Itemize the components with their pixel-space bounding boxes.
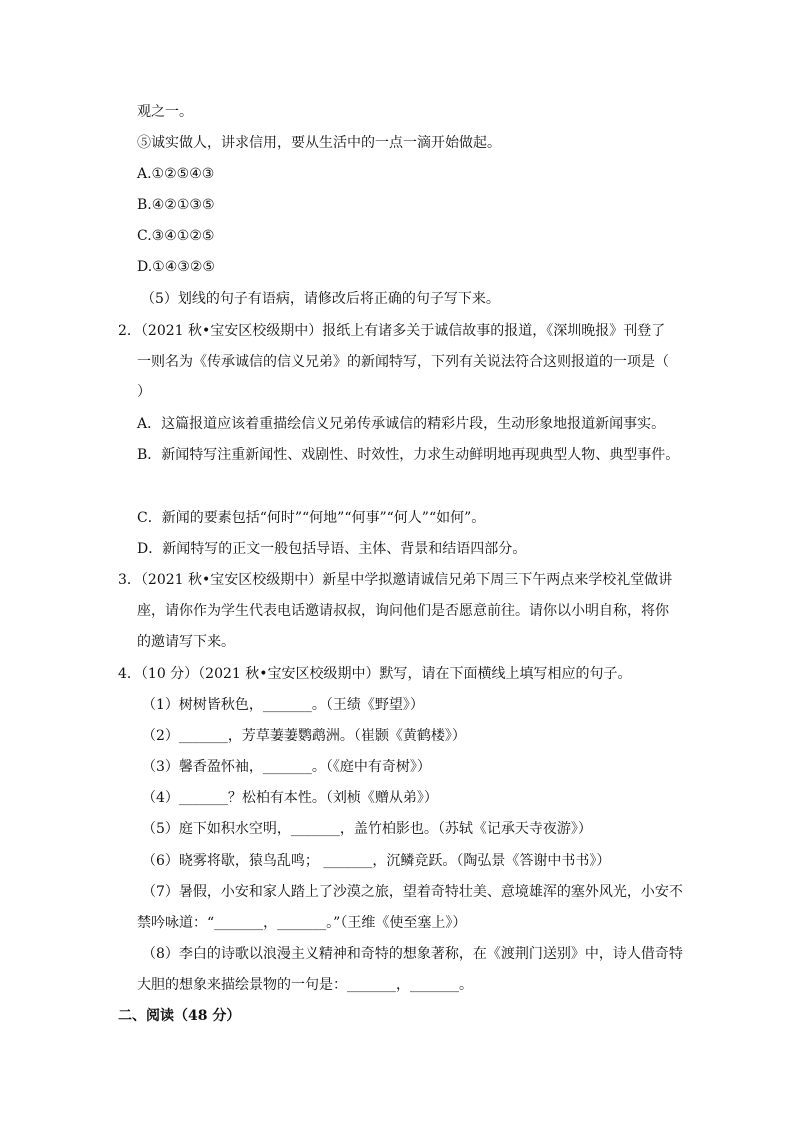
fill-blank-item: （7）暑假，小安和家人踏上了沙漠之旅，望着奇特壮美、意境雄浑的塞外风光，小安不: [142, 884, 683, 900]
fill-blank-item: （6）晓雾将歇，猿鸟乱鸣； _______，沉鳞竞跃。（陶弘景《答谢中书书》）: [142, 853, 611, 869]
question-3-line: 座，请你作为学生代表电话邀请叔叔，询问他们是否愿意前往。请你以小明自称，将你: [137, 603, 669, 619]
option-d: D.①④③②⑤: [137, 259, 215, 275]
option-a: A.①②⑤④③: [137, 166, 215, 182]
option-b: B.④②①③⑤: [137, 197, 215, 213]
fill-blank-item: 禁吟咏道：“_______，_______。”（王维《使至塞上》）: [137, 915, 467, 931]
sub-question: （5）划线的句子有语病，请修改后将正确的句子写下来。: [141, 291, 500, 307]
option-c: C.③④①②⑤: [137, 228, 215, 244]
question-2-line: 2．（2021 秋•宝安区校级期中）报纸上有诸多关于诚信故事的报道，《深圳晚报》刊登了: [118, 323, 666, 339]
question-2-option-c: C．新闻的要素包括“何时”“何地”“何事”“何人”“如何”。: [137, 510, 486, 526]
section-heading: 二、阅读（48 分）: [118, 1008, 241, 1024]
question-2-option-a: A．这篇报道应该着重描绘信义兄弟传承诚信的精彩片段，生动形象地报道新闻事实。: [137, 416, 666, 432]
question-2-option-d: D．新闻特写的正文一般包括导语、主体、背景和结语四部分。: [137, 541, 527, 557]
fill-blank-item: （5）庭下如积水空明，_______，盖竹柏影也。（苏轼《记承天寺夜游》）: [142, 821, 592, 837]
question-2-option-b: B．新闻特写注重新闻性、戏剧性、时效性，力求生动鲜明地再现典型人物、典型事件。: [137, 447, 680, 463]
fill-blank-item: 大胆的想象来描绘景物的一句是：_______，_______。: [137, 977, 473, 993]
question-3-line: 的邀请写下来。: [137, 634, 235, 650]
question-4-line: 4．（10 分）（2021 秋•宝安区校级期中）默写，请在下面横线上填写相应的句子。: [118, 666, 632, 682]
fill-blank-item: （2）_______，芳草萋萋鹦鹉洲。（崔颢《黄鹤楼》）: [142, 728, 466, 744]
fill-blank-item: （1）树树皆秋色，_______。（王绩《野望》）: [142, 697, 424, 713]
text-line: ⑤诚实做人，讲求信用，要从生活中的一点一滴开始做起。: [137, 135, 501, 151]
question-3-line: 3．（2021 秋•宝安区校级期中）新星中学拟邀请诚信兄弟下周三下午两点来学校礼堂做讲: [118, 572, 673, 588]
question-2-line: 一则名为《传承诚信的信义兄弟》的新闻特写，下列有关说法符合这则报道的一项是（: [137, 354, 669, 370]
text-line: 观之一。: [137, 104, 193, 120]
fill-blank-item: （3）馨香盈怀袖，_______。（《庭中有奇树》）: [142, 759, 431, 775]
fill-blank-item: （8）李白的诗歌以浪漫主义精神和奇特的想象著称，在《渡荆门送别》中，诗人借奇特: [142, 946, 683, 962]
question-2-line: ）: [137, 384, 151, 400]
fill-blank-item: （4）_______？松柏有本性。（刘桢《赠从弟》）: [142, 790, 438, 806]
